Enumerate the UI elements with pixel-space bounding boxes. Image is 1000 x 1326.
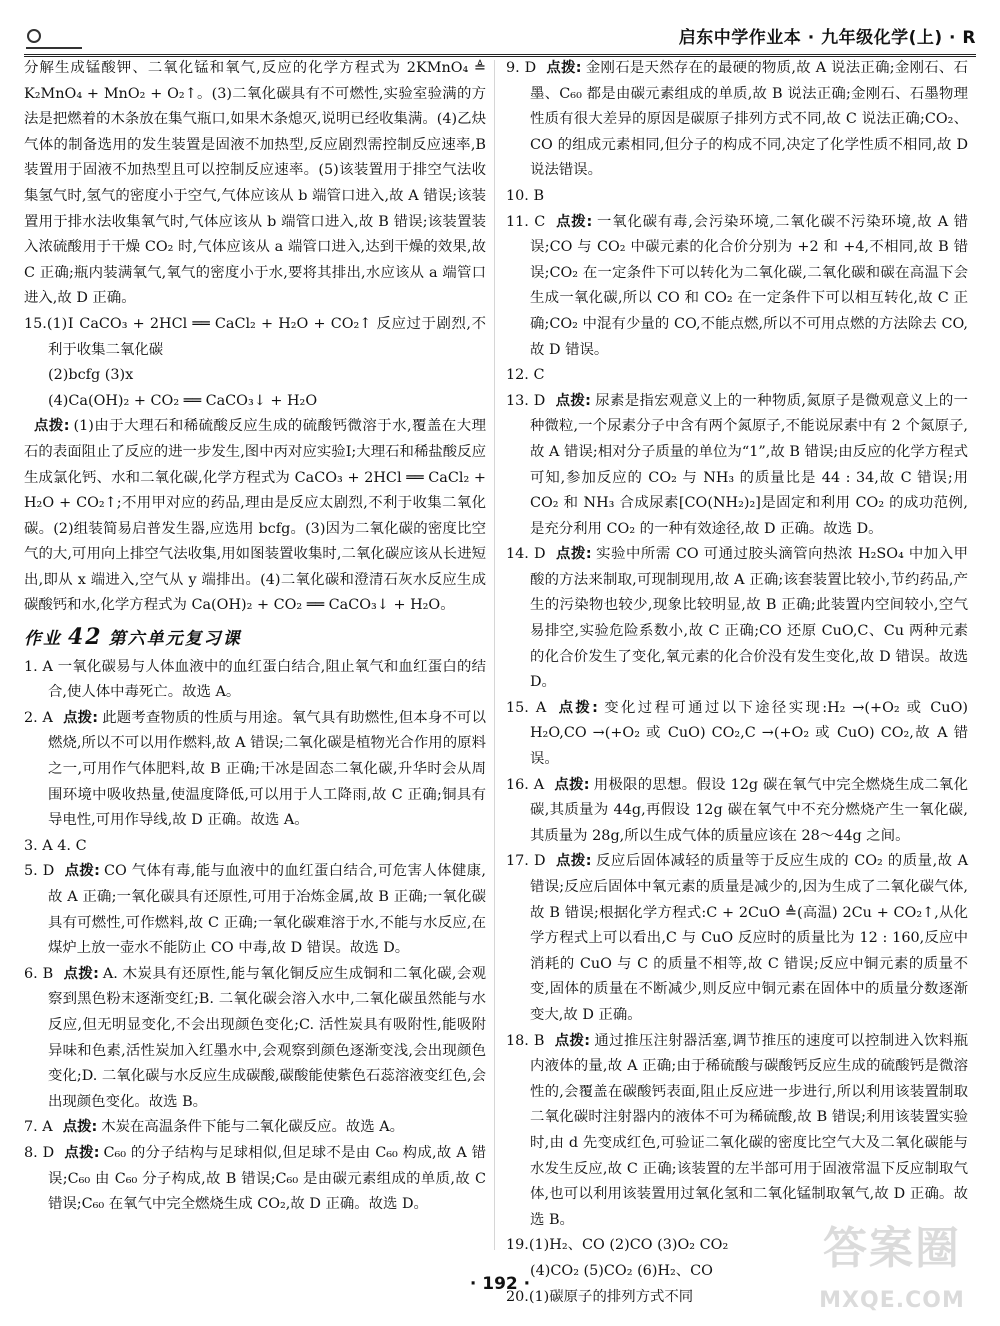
answer-key: 6. B [24,965,54,982]
answer-item [506,389,968,543]
answer-item [24,1141,486,1218]
answer-key: 1. A 一氧化碳易与人体血液中的血红蛋白结合,阻止氧气和血红蛋白的结合,使人体中毒死亡。故选 A。 [24,658,486,701]
explanation-text: (1)由于大理石和稀硫酸反应生成的硫酸钙微溶于水,覆盖在大理石的表面阻止了反应的进一步发生,图中丙对应实验Ⅰ;大理石和稀盐酸反应生成氯化钙、水和二氧化碳,化学方程式为 CaCO₃ + 2HCl ══ CaCl₂ + H₂O + CO₂↑;不用甲对应的药品,理由是反应太剧烈,不利于收集二氧化碳。(2)组装简易启普发生器,应选用 bcfg。(3)因为二氧化碳的密度比空气的大,可用向上排空气法收集,用如图装置收集时,二氧化碳应该从长进短出,即从 x 端进入,空气从 y 端排出。(4)二氧化碳和澄清石灰水反应生成碳酸钙和水,化学方程式为 Ca(OH)₂ + CO₂ ══ CaCO₃↓ + H₂O。 [24,418,486,614]
watermark-text: 答案圈 [823,1223,961,1274]
answer-continuation [24,56,486,312]
answer-key: 10. B [506,187,545,204]
answer-item [506,210,968,364]
right-column [506,56,968,1310]
answer-key: 13. D [506,392,546,409]
explanation-text: 木炭在高温条件下能与二氧化碳反应。故选 A。 [101,1119,405,1136]
answer-item [24,312,486,363]
tip-label: 点拨: [555,392,591,409]
explanation-text: 实验中所需 CO 可通过胶头滴管向热浓 H₂SO₄ 中加入甲酸的方法来制取,可现制现用,故 A 正确;该套装置比较小,节约药品,产生的污染物也较少,现象比较明显,故 B 正确;此装置内空间较小,空气易排空,实验危险系数小,故 C 正确;CO 还原 CuO,C、Cu 两种元素的化合价发生了变化,氧元素的化合价没有发生变化,故 D 错误。故选 D。 [530,546,969,691]
explanation-text: 变化过程可通过以下途径实现:H₂ →(+O₂ 或 CuO) H₂O,CO →(+O₂ 或 CuO) CO₂,C →(+O₂ 或 CuO) CO₂,故 A 错误。 [530,699,968,768]
answer-key: 2. A [24,709,53,726]
answer-item [506,542,968,696]
answer-item [24,859,486,961]
watermark-logo [802,1223,982,1316]
answer-item [506,849,968,1028]
answer-item [506,696,968,773]
answer-key: 11. C [506,213,546,230]
answer-key: 17. D [506,853,546,870]
answer-text: (2)bcfg (3)x [48,367,134,384]
tip-label: 点拨: [62,1119,98,1136]
tip-label: 点拨: [546,60,582,76]
answer-item [506,363,968,389]
explanation-text: 此题考查物质的性质与用途。氧气具有助燃性,但本身不可以燃烧,所以不可以用作燃料,故 A 错误;二氧化碳是植物光合作用的原料之一,可用作气体肥料,故 B 正确;干冰是固态二氧化碳,升华时会从周围环境中吸收热量,使温度降低,可以用于人工降雨,故 C 正确;铜具有导电性,可用作导线,故 D 正确。故选 A。 [48,709,487,829]
answer-key: 7. A [24,1119,53,1136]
answer-key: 9. D [506,60,537,76]
tip-label: 点拨: [556,699,598,716]
page-number: · 192 · [469,1274,531,1294]
tip-label: 点拨: [555,853,592,870]
explanation [24,414,486,619]
answer-key: 16. A [506,776,545,793]
explanation-text: 一氧化碳有毒,会污染环境,二氧化碳不污染环境,故 A 错误;CO 与 CO₂ 中碳元素的化合价分别为 +2 和 +4,不相同,故 B 错误;CO₂ 在一定条件下可以转化为二氧化碳,二氧化碳和碳在高温下会生成一氧化碳,所以 CO 和 CO₂ 在一定条件下可以相互转化,故 C 正确;CO₂ 中混有少量的 CO,不能点燃,所以不可用点燃的方法除去 CO,故 D 错误。 [530,213,968,358]
answer-subline [24,363,486,389]
section-title [24,625,486,653]
answer-item [506,184,968,210]
tip-label: 点拨: [554,1032,591,1049]
tip-label: 点拨: [555,546,592,563]
tip-label: 点拨: [34,418,70,435]
answer-item [506,1029,968,1234]
answer-item [24,1115,486,1141]
answer-key: 14. D [506,546,546,563]
answer-key: 18. B [506,1032,545,1049]
tip-label: 点拨: [64,863,100,880]
watermark-url: MXQE.COM [819,1288,965,1313]
answer-key: 15. A [506,699,547,716]
header-title: 启东中学作业本 · 九年级化学(上) · R [678,28,976,48]
answer-text: (4)Ca(OH)₂ + CO₂ ══ CaCO₃↓ + H₂O [48,392,318,409]
tip-label: 点拨: [62,709,99,726]
answer-key: 15.(1)Ⅰ CaCO₃ + 2HCl ══ CaCl₂ + H₂O + CO₂↑ 反应过于剧烈,不利于收集二氧化碳 [24,315,486,358]
explanation-text: 金刚石是天然存在的最硬的物质,故 A 说法正确;金刚石、石墨、C₆₀ 都是由碳元素组成的单质,故 B 说法正确;金刚石、石墨物理性质有很大差异的原因是碳原子排列方式不同,故 C 说法正确;CO₂、CO 的组成元素相同,但分子的构成不同,决定了化学性质不相同,故 D 说法错误。 [530,60,968,179]
answer-item [24,962,486,1116]
answer-key: 20.(1)碳原子的排列方式不同 [506,1288,694,1305]
tip-label: 点拨: [63,965,99,982]
section-number: 42 [68,624,103,651]
answer-item [24,655,486,706]
answer-key: 8. D [24,1144,55,1161]
tip-label: 点拨: [64,1144,100,1161]
answer-subline [24,389,486,415]
explanation-text: 尿素是指宏观意义上的一种物质,氮原子是微观意义上的一种微粒,一个尿素分子中含有两个氮原子,不能说尿素中有 2 个氮原子,故 A 错误;相对分子质量的单位为“1”,故 B 错误;由反应的化学方程式可知,参加反应的 CO₂ 与 NH₃ 的质量比是 44 : 34,故 C 错误;用 CO₂ 和 NH₃ 合成尿素[CO(NH₂)₂]是固定和利用 CO₂ 的成功范例,是充分利用 CO₂ 的一种有效途径,故 D 正确。故选 D。 [530,392,969,537]
left-column [24,56,486,1218]
explanation-text: 通过推压注射器活塞,调节推压的速度可以控制进入饮料瓶内液体的量,故 A 正确;由于稀硫酸与碳酸钙反应生成的硫酸钙是微溶性的,会覆盖在碳酸钙表面,阻止反应进一步进行,所以利用该装置制取二氧化碳时注射器内的液体不可为稀硫酸,故 B 错误;利用该装置实验时,由 d 先变成红色,可验证二氧化碳的密度比空气大及二氧化碳能与水发生反应,故 C 正确;该装置的左半部可用于固液常温下反应制取气体,也可以利用该装置用过氧化氢和二氧化锰制取氧气,故 D 正确。故选 B。 [530,1032,968,1228]
answer-item [506,773,968,850]
explanation-text: 反应后固体减轻的质量等于反应生成的 CO₂ 的质量,故 A 错误;反应后固体中氧元素的质量是减少的,因为生成了二氧化碳气体,故 B 错误;根据化学方程式:C + 2CuO ≜(高温) 2Cu + CO₂↑,从化学方程式上可以看出,C 与 CuO 反应时的质量比为 12 : 160,反应中消耗的 CuO 与 C 的质量不相等,故 C 错误;反应中铜元素的质量不变,固体的质量在不断减少,则反应中铜元素在固体中的质量分数逐渐变大,故 D 正确。 [530,853,968,1023]
answer-item [506,56,968,184]
answer-key: 12. C [506,367,545,384]
answer-text: (4)CO₂ (5)CO₂ (6)H₂、CO [530,1262,713,1279]
answer-key: 5. D [24,863,55,880]
answer-item [24,834,486,860]
answer-text: 分解生成锰酸钾、二氧化锰和氧气,反应的化学方程式为 2KMnO₄ ≜ K₂MnO₄ + MnO₂ + O₂↑。(3)二氧化碳具有不可燃性,实验室验满的方法是把燃着的木条放在集气瓶口,如果木条熄灭,说明已经收集满。(4)乙炔气体的制备选用的发生装置是固液不加热型,反应剧烈需控制反应速率,B 装置用于固液不加热型且可以控制反应速率。(5)该装置用于排空气法收集氢气时,氢气的密度小于空气,气体应该从 b 端管口进入,故 A 错误;该装置用于排水法收集氧气时,气体应该从 b 端管口进入,故 B 错误;该装置装入浓硫酸用于干燥 CO₂ 时,气体应该从 a 端管口进入,达到干燥的效果,故 C 正确;瓶内装满氧气,氧气的密度小于水,要将其排出,水应该从 a 端管口进入,故 D 正确。 [24,60,486,307]
explanation-text: 用极限的思想。假设 12g 碳在氧气中完全燃烧生成二氧化碳,其质量为 44g,再假设 12g 碳在氧气中不充分燃烧产生一氧化碳,其质量为 28g,所以生成气体的质量应该在 28～44g 之间。 [530,776,968,844]
answer-key: 19.(1)H₂、CO (2)CO (3)O₂ CO₂ [506,1237,729,1254]
page-header [24,14,976,57]
explanation-text: C₆₀ 的分子结构与足球相似,但足球不是由 C₆₀ 构成,故 A 错误;C₆₀ 由 C₆₀ 分子构成,故 B 错误;C₆₀ 是由碳元素组成的单质,故 C 错误;C₆₀ 在氧气中完全燃烧生成 CO₂,故 D 正确。故选 D。 [48,1144,487,1213]
header-ornament-icon [24,22,84,52]
section-name: 第六单元复习课 [108,629,242,650]
explanation-text: CO 气体有毒,能与血液中的血红蛋白结合,可危害人体健康,故 A 正确;一氧化碳具有还原性,可用于冶炼金属,故 B 正确;一氧化碳具有可燃性,可作燃料,故 C 正确;一氧化碳难溶于水,不能与水反应,在煤炉上放一壶水不能防止 CO 中毒,故 D 错误。故选 D。 [48,863,487,957]
answer-item [24,706,486,834]
tip-label: 点拨: [554,776,590,793]
answer-key: 3. A 4. C [24,837,87,854]
section-prefix: 作业 [24,629,62,650]
explanation-text: A. 木炭具有还原性,能与氧化铜反应生成铜和二氧化碳,会观察到黑色粉末逐渐变红;B. 二氧化碳会溶入水中,二氧化碳虽然能与水反应,但无明显变化,不会出现颜色变化;C. 活性炭具有吸附性,能吸附异味和色素,活性炭加入红墨水中,会观察到颜色逐渐变浅,会出现颜色变化;D. 二氧化碳与水反应生成碳酸,碳酸能使紫色石蕊溶液变红色,会出现颜色变化。故选 B。 [48,965,486,1110]
column-divider [494,60,495,1250]
tip-label: 点拨: [555,213,593,230]
